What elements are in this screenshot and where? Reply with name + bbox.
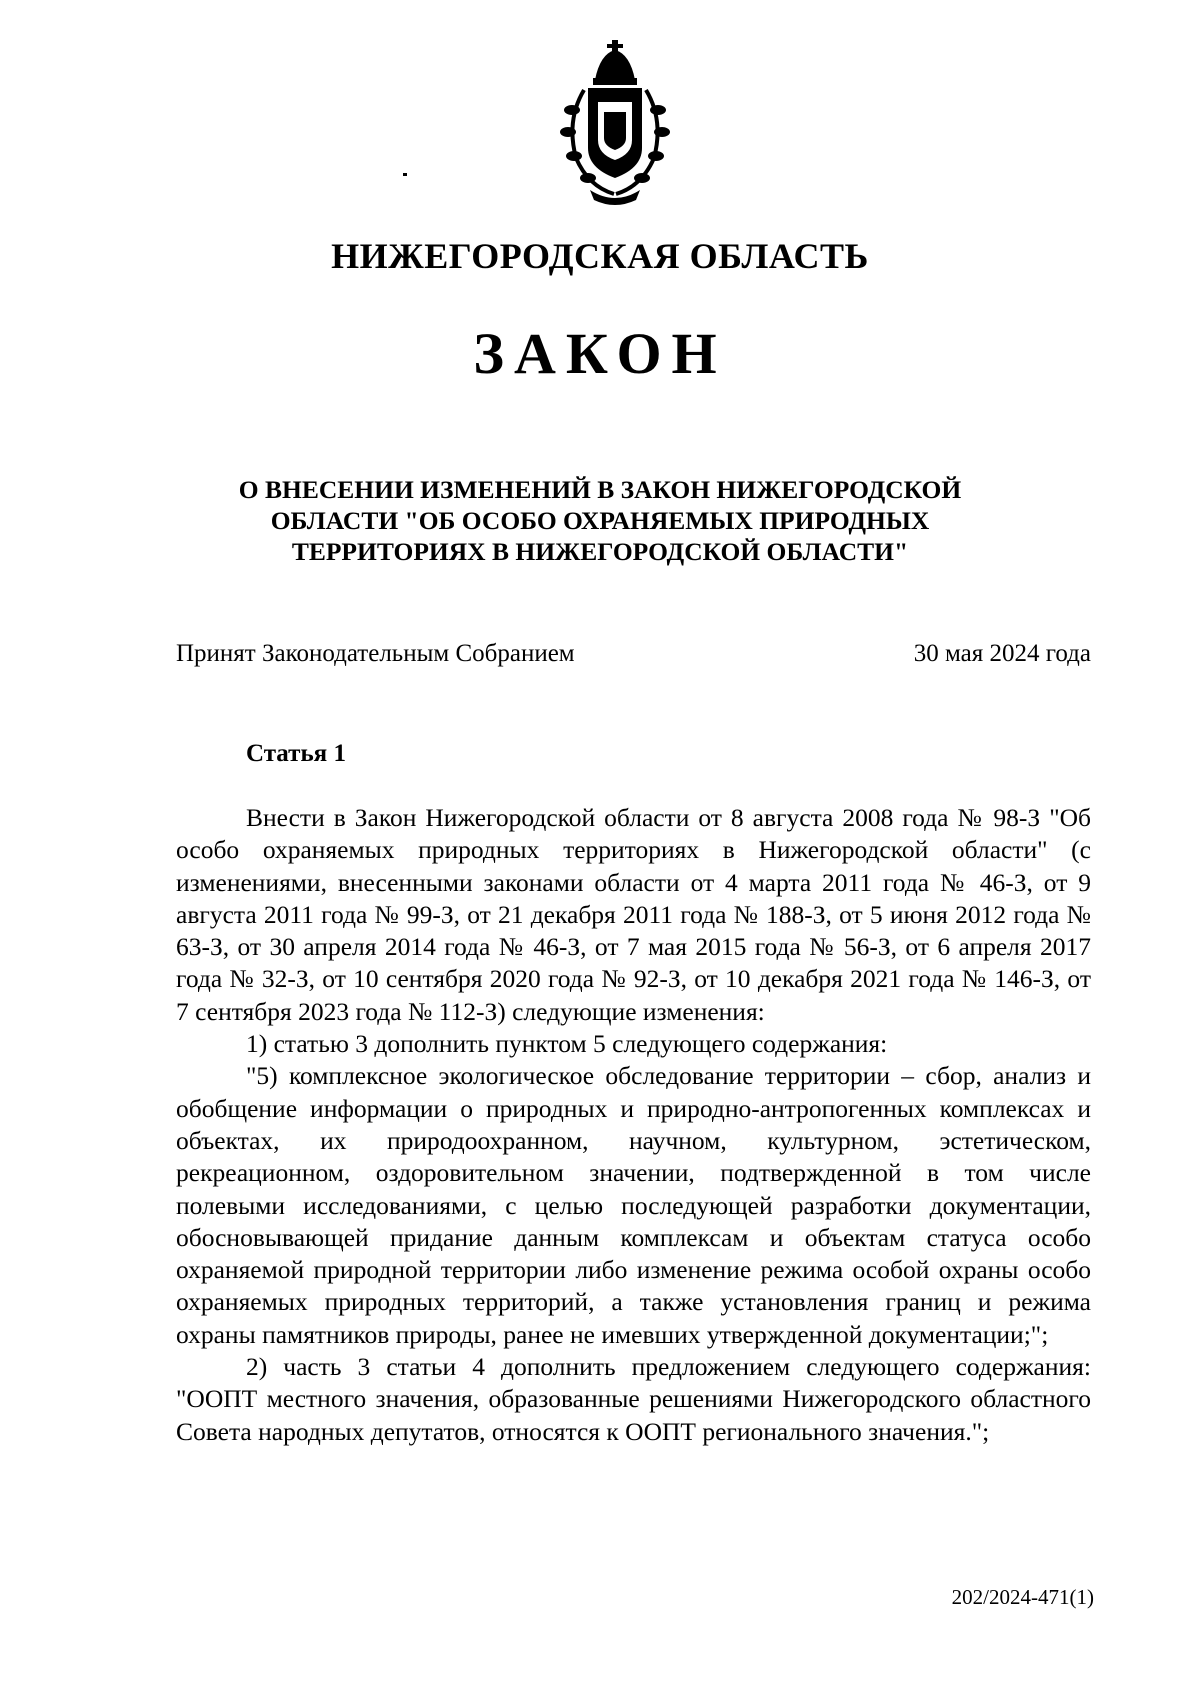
article-paragraph: 1) статью 3 дополнить пунктом 5 следующего содержания: [246, 1029, 888, 1059]
registration-number: 202/2024-471(1) [951, 1585, 1094, 1609]
article-body [176, 802, 1091, 1448]
title-line: О ВНЕСЕНИИ ИЗМЕНЕНИЙ В ЗАКОН НИЖЕГОРОДСКОЙ [238, 475, 962, 504]
article-paragraph: "5) комплексное экологическое обследование территории – сбор, анализ и обобщение информации о природных и природно-антропогенных комплексах и объектах, их природоохранном, научном, культурном, эстетическом, рекреационном, оздоровительном значении, подтвержденной в том числе полевыми исследованиями, с целью последующей разработки документации, обосновывающей придание данным комплексам и объектам статуса особо охраняемой природной территории либо изменение режима особой охраны особо охраняемых природных территорий, а также установления границ и режима охраны памятников природы, ранее не имевших утвержденной документации;"; [176, 1061, 1091, 1349]
article-title: Статья 1 [246, 740, 346, 767]
article-paragraph: 2) часть 3 статьи 4 дополнить предложением следующего содержания: "ООПТ местного значения, образованные решениями Нижегородского областного Совета народных депутатов, относятся к ООПТ регионального значения."; [176, 1352, 1091, 1446]
article-paragraph: Внести в Закон Нижегородской области от 8 августа 2008 года № 98-З "Об особо охраняемых природных территориях в Нижегородской области" (с изменениями, внесенными законами области от 4 марта 2011 года № 46-З, от 9 августа 2011 года № 99-З, от 21 декабря 2011 года № 188-З, от 5 июня 2012 года № 63-З, от 30 апреля 2014 года № 46-З, от 7 мая 2015 года № 56-З, от 6 апреля 2017 года № 32-З, от 10 сентября 2020 года № 92-З, от 10 декабря 2021 года № 146-З, от 7 сентября 2023 года № 112-З) следующие изменения: [176, 803, 1091, 1026]
adopted-by: Принят Законодательным Собранием [176, 640, 575, 667]
document-title [150, 474, 1050, 567]
adoption-line [176, 640, 1091, 676]
document-type: ЗАКОН [473, 321, 727, 386]
scan-artifact-dot [403, 173, 407, 176]
region-name: НИЖЕГОРОДСКАЯ ОБЛАСТЬ [331, 236, 869, 276]
coat-of-arms-icon [550, 40, 680, 205]
title-line: ТЕРРИТОРИЯХ В НИЖЕГОРОДСКОЙ ОБЛАСТИ" [291, 537, 909, 566]
title-line: ОБЛАСТИ "ОБ ОСОБО ОХРАНЯЕМЫХ ПРИРОДНЫХ [270, 506, 930, 535]
adoption-date: 30 мая 2024 года [913, 640, 1091, 667]
